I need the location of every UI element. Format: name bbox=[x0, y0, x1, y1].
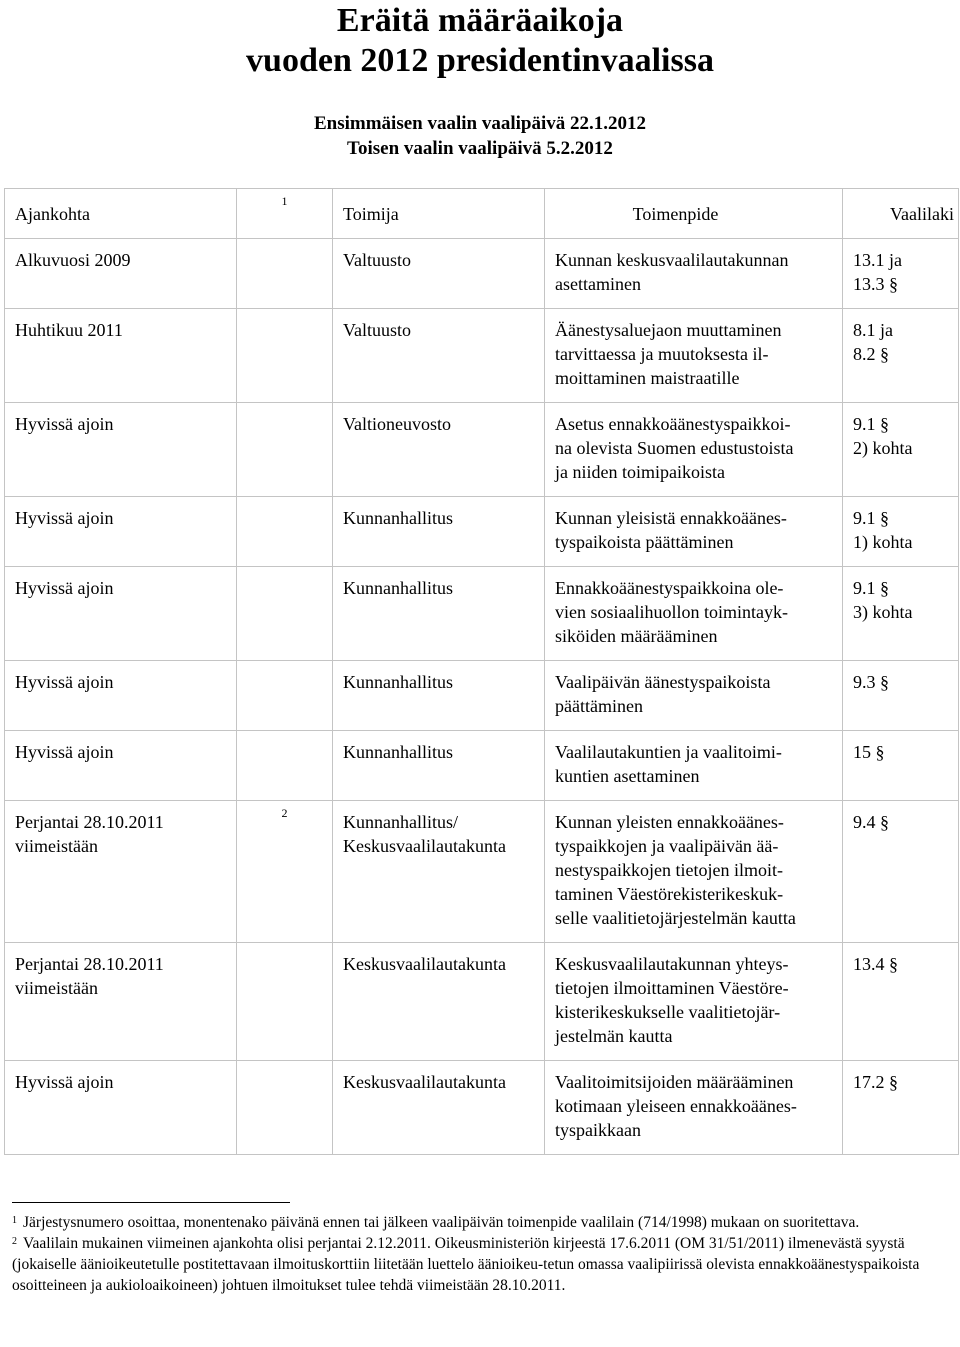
row-actor: Kunnanhallitus/ Keskusvaalilautakunta bbox=[343, 812, 506, 856]
row-action-cell bbox=[545, 731, 843, 801]
row-date: Hyvissä ajoin bbox=[15, 414, 114, 434]
row-date-cell bbox=[5, 497, 237, 567]
row-law-reference-cell bbox=[843, 403, 959, 497]
footnote-2-text: Vaalilain mukainen viimeinen ajankohta olisi perjantai 2.12.2011. Oikeusministeriön kirjeestä 17.6.2011 (OM 31/51/2011) ilmenevästä syystä (jokaiselle äänioikeutetulle postitettavaan ilmoituskorttiin liitetään luettelo äänioikeu-tetun omassa vaalipiirissä olevista ennakkoäänestyspaikoista osoitteineen ja aukioloaikoineen) johtuen ilmoitukset tulee tehdä viimeistään 28.10.2011. bbox=[12, 1235, 920, 1294]
table-row bbox=[5, 731, 959, 801]
row-law-reference: 13.4 § bbox=[853, 954, 898, 974]
row-actor: Valtuusto bbox=[343, 320, 412, 340]
row-law-reference: 17.2 § bbox=[853, 1072, 898, 1092]
row-date: Alkuvuosi 2009 bbox=[15, 250, 131, 270]
table-body bbox=[5, 239, 959, 1155]
table-row bbox=[5, 309, 959, 403]
row-actor: Valtuusto bbox=[343, 250, 412, 270]
row-action-cell bbox=[545, 309, 843, 403]
row-action-cell bbox=[545, 1061, 843, 1155]
row-action: Vaalilautakuntien ja vaalitoimi- kuntien asettaminen bbox=[555, 742, 782, 786]
footnote-1 bbox=[12, 1212, 952, 1233]
table-row bbox=[5, 801, 959, 943]
row-law-reference: 9.1 § 3) kohta bbox=[853, 578, 913, 622]
row-actor-cell bbox=[333, 943, 545, 1061]
row-action-cell bbox=[545, 943, 843, 1061]
row-actor: Kunnanhallitus bbox=[343, 672, 453, 692]
row-action-cell bbox=[545, 567, 843, 661]
row-action: Vaalitoimitsijoiden määrääminen kotimaan yleiseen ennakkoäänes- tyspaikkaan bbox=[555, 1072, 797, 1140]
row-actor: Valtioneuvosto bbox=[343, 414, 451, 434]
row-date: Huhtikuu 2011 bbox=[15, 320, 123, 340]
row-order-number-cell bbox=[237, 309, 333, 403]
first-election-date: Ensimmäisen vaalin vaalipäivä 22.1.2012 bbox=[313, 113, 647, 134]
row-law-reference: 15 § bbox=[853, 742, 885, 762]
row-date-cell bbox=[5, 731, 237, 801]
row-law-reference-cell bbox=[843, 1061, 959, 1155]
row-law-reference: 9.1 § 2) kohta bbox=[853, 414, 913, 458]
row-law-reference-cell bbox=[843, 309, 959, 403]
row-law-reference: 9.3 § bbox=[853, 672, 889, 692]
row-actor-cell bbox=[333, 801, 545, 943]
footnote-2-mark: 2 bbox=[12, 1236, 17, 1247]
row-order-number-cell bbox=[237, 403, 333, 497]
row-order-number-cell bbox=[237, 497, 333, 567]
table-row bbox=[5, 403, 959, 497]
row-date-cell bbox=[5, 239, 237, 309]
row-law-reference-cell bbox=[843, 497, 959, 567]
row-date: Hyvissä ajoin bbox=[15, 672, 114, 692]
table-header-row bbox=[5, 189, 959, 239]
row-order-number-cell bbox=[237, 661, 333, 731]
deadline-table bbox=[4, 188, 959, 1155]
row-date: Hyvissä ajoin bbox=[15, 508, 114, 528]
row-actor-cell bbox=[333, 239, 545, 309]
row-date: Hyvissä ajoin bbox=[15, 578, 114, 598]
row-order-number-cell bbox=[237, 567, 333, 661]
row-order-number-cell bbox=[237, 801, 333, 943]
row-actor: Kunnanhallitus bbox=[343, 578, 453, 598]
row-action-cell bbox=[545, 661, 843, 731]
row-order-number-cell bbox=[237, 943, 333, 1061]
row-law-reference: 8.1 ja 8.2 § bbox=[853, 320, 893, 364]
row-order-number: 2 bbox=[281, 806, 288, 820]
row-actor: Keskusvaalilautakunta bbox=[343, 1072, 506, 1092]
row-action-cell bbox=[545, 403, 843, 497]
row-action-cell bbox=[545, 239, 843, 309]
row-action: Vaalipäivän äänestyspaikoista päättäminen bbox=[555, 672, 771, 716]
row-action: Kunnan yleisten ennakkoäänes- tyspaikkojen ja vaalipäivän ää- nestyspaikkojen tietojen ilmoit- taminen Väestörekisterikeskuk- selle vaalitietojärjestelmän kautta bbox=[555, 812, 796, 928]
row-action: Kunnan yleisistä ennakkoäänes- tyspaikoista päättäminen bbox=[555, 508, 787, 552]
footnote-1-mark: 1 bbox=[12, 1215, 17, 1226]
row-date-cell bbox=[5, 1061, 237, 1155]
row-date-cell bbox=[5, 567, 237, 661]
header-law-label: Vaalilaki bbox=[890, 204, 954, 224]
row-actor-cell bbox=[333, 731, 545, 801]
table-row bbox=[5, 497, 959, 567]
row-law-reference-cell bbox=[843, 943, 959, 1061]
second-election-date: Toisen vaalin vaalipäivä 5.2.2012 bbox=[347, 138, 613, 159]
row-law-reference-cell bbox=[843, 731, 959, 801]
row-actor: Keskusvaalilautakunta bbox=[343, 954, 506, 974]
row-action: Asetus ennakkoäänestyspaikkoi- na olevista Suomen edustustoista ja niiden toimipaikoista bbox=[555, 414, 794, 482]
row-date-cell bbox=[5, 403, 237, 497]
row-date: Hyvissä ajoin bbox=[15, 1072, 114, 1092]
row-actor-cell bbox=[333, 1061, 545, 1155]
row-actor-cell bbox=[333, 309, 545, 403]
table-row bbox=[5, 567, 959, 661]
row-date-cell bbox=[5, 309, 237, 403]
footnote-2 bbox=[12, 1233, 952, 1296]
row-date: Hyvissä ajoin bbox=[15, 742, 114, 762]
row-date: Perjantai 28.10.2011 viimeistään bbox=[15, 954, 164, 998]
row-action: Äänestysaluejaon muuttaminen tarvittaessa ja muutoksesta il- moittaminen maistraatille bbox=[555, 320, 782, 388]
row-order-number-cell bbox=[237, 239, 333, 309]
footnote-1-text: Järjestysnumero osoittaa, monentenako päivänä ennen tai jälkeen vaalipäivän toimenpide vaalilain (714/1998) mukaan on suoritettava. bbox=[23, 1214, 860, 1231]
row-date-cell bbox=[5, 801, 237, 943]
row-action: Ennakkoäänestyspaikkoina ole- vien sosiaalihuollon toimintayk- siköiden määrääminen bbox=[555, 578, 788, 646]
document-title-line-1: Eräitä määräaikoja bbox=[336, 2, 624, 39]
row-actor-cell bbox=[333, 567, 545, 661]
header-order-number: 1 bbox=[237, 189, 333, 239]
document-title-line-2: vuoden 2012 presidentinvaalissa bbox=[246, 42, 714, 79]
row-actor-cell bbox=[333, 497, 545, 567]
table-row bbox=[5, 661, 959, 731]
header-action-label: Toimenpide bbox=[632, 204, 719, 224]
row-law-reference: 9.4 § bbox=[853, 812, 889, 832]
row-action: Kunnan keskusvaalilautakunnan asettaminen bbox=[555, 250, 789, 294]
table-row bbox=[5, 1061, 959, 1155]
header-law bbox=[843, 189, 959, 239]
row-order-number-cell bbox=[237, 731, 333, 801]
footnotes bbox=[12, 1212, 952, 1296]
row-actor-cell bbox=[333, 403, 545, 497]
row-order-number-cell bbox=[237, 1061, 333, 1155]
row-action: Keskusvaalilautakunnan yhteys- tietojen ilmoittaminen Väestöre- kisterikeskukselle vaalitietojär- jestelmän kautta bbox=[555, 954, 789, 1046]
table-row bbox=[5, 239, 959, 309]
row-actor: Kunnanhallitus bbox=[343, 508, 453, 528]
row-date-cell bbox=[5, 943, 237, 1061]
row-actor: Kunnanhallitus bbox=[343, 742, 453, 762]
row-law-reference-cell bbox=[843, 239, 959, 309]
row-date: Perjantai 28.10.2011 viimeistään bbox=[15, 812, 164, 856]
row-action-cell bbox=[545, 497, 843, 567]
row-action-cell bbox=[545, 801, 843, 943]
table-row bbox=[5, 943, 959, 1061]
row-date-cell bbox=[5, 661, 237, 731]
row-law-reference-cell bbox=[843, 567, 959, 661]
footnote-separator bbox=[12, 1202, 290, 1203]
row-law-reference-cell bbox=[843, 661, 959, 731]
header-actor-label: Toimija bbox=[343, 204, 399, 224]
header-date: Ajankohta bbox=[5, 189, 237, 239]
row-actor-cell bbox=[333, 661, 545, 731]
header-action bbox=[545, 189, 843, 239]
row-law-reference: 9.1 § 1) kohta bbox=[853, 508, 913, 552]
row-law-reference-cell bbox=[843, 801, 959, 943]
header-actor bbox=[333, 189, 545, 239]
row-law-reference: 13.1 ja 13.3 § bbox=[853, 250, 902, 294]
